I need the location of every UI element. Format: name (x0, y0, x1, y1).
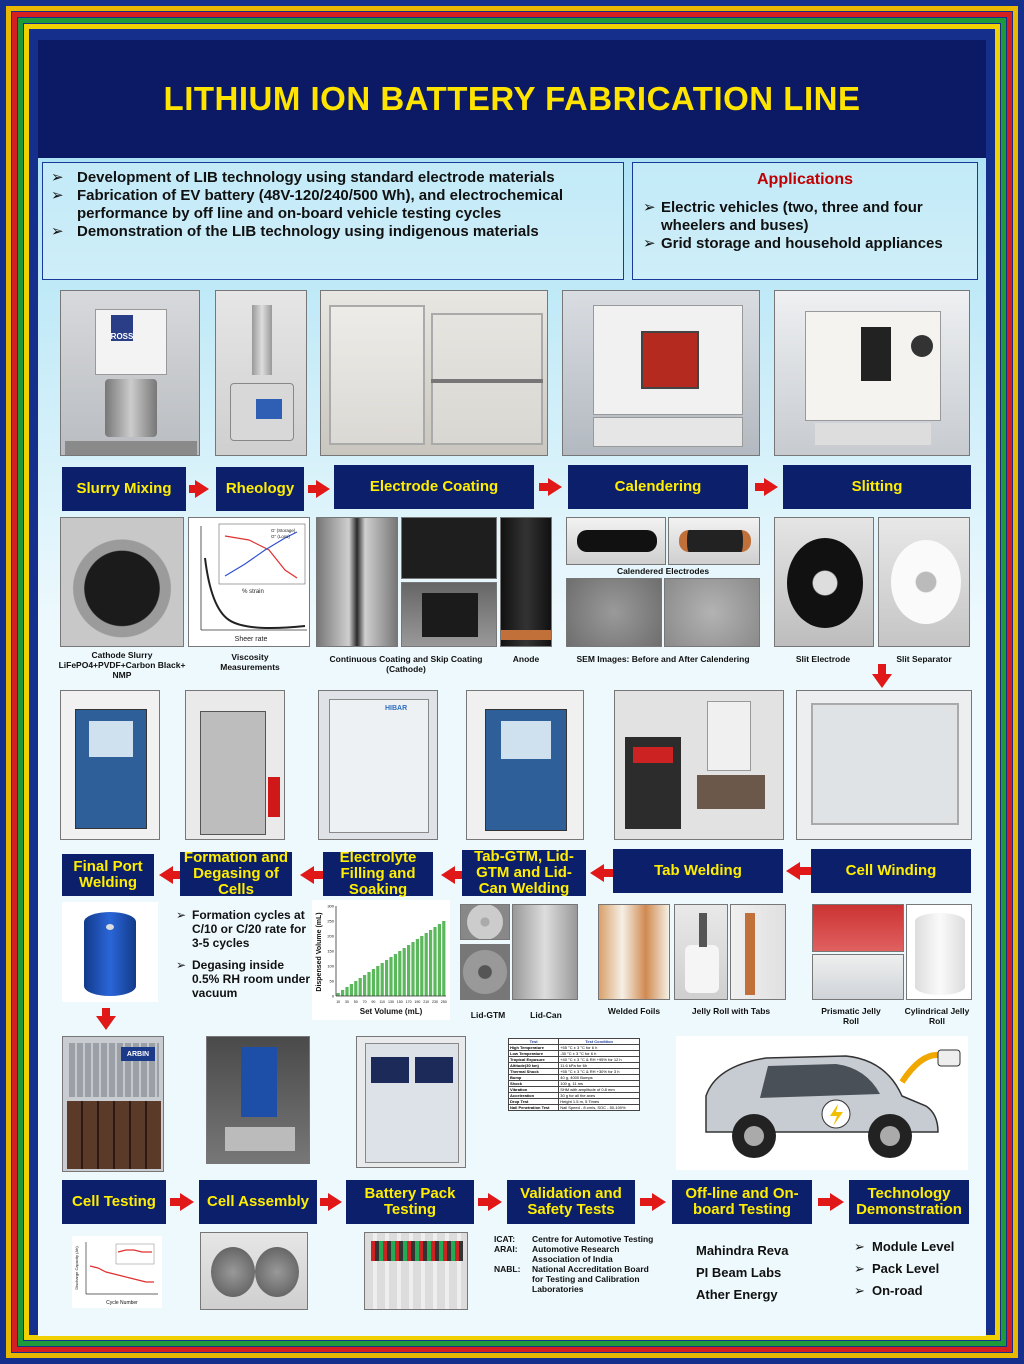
calendered-electrode-photo-1 (566, 517, 666, 565)
formation-notes (176, 908, 312, 1000)
table-cell: Bump (509, 1075, 559, 1081)
slurry-mixer-photo (60, 290, 200, 456)
cycle-ylabel: Discharge Capacity (Ah) (74, 1246, 79, 1290)
partners-list (696, 1240, 826, 1306)
arrow-down (96, 1016, 116, 1030)
dispense-y-tick: 150 (327, 948, 334, 954)
caption-lid-gtm: Lid-GTM (470, 1010, 506, 1020)
arrow-left (786, 862, 800, 880)
step-validation-safety: Validation and Safety Tests (507, 1180, 635, 1224)
org-item: ARAI: Automotive Research Association of India (494, 1244, 620, 1264)
dispense-bar (367, 972, 370, 996)
arrow-right (328, 1193, 342, 1211)
step-slitting: Slitting (783, 465, 971, 509)
applications-box (632, 162, 978, 280)
dispense-bar (403, 948, 406, 996)
arrow-left (441, 866, 455, 884)
dispense-bar (381, 963, 384, 996)
dispense-bar (337, 993, 340, 996)
step-tab-welding: Tab Welding (613, 849, 783, 893)
dispense-x-tick: 10 (336, 1000, 341, 1004)
demo-level-item: ➢ Pack Level (854, 1261, 940, 1276)
dispense-bar (407, 945, 410, 996)
dispense-x-tick: 170 (405, 1000, 412, 1004)
arrow-right (764, 478, 778, 496)
dispense-bar (354, 981, 357, 996)
dispense-bar (398, 951, 401, 996)
table-cell: Shock (509, 1081, 559, 1087)
partner-item: Ather Energy (696, 1287, 778, 1302)
application-item: ➢ Grid storage and household appliances (643, 235, 943, 252)
viscosity-legend-storage: G' (Storage) (271, 528, 296, 533)
dispense-bar (350, 984, 353, 996)
coating-photo-2 (401, 517, 497, 579)
table-cell: +55 °C ± 3 °C & RH +30% for 3 h (559, 1069, 640, 1075)
dispense-y-tick: 50 (329, 978, 334, 984)
dispense-bar (359, 978, 362, 996)
caption-jelly-roll-tabs: Jelly Roll with Tabs (691, 1006, 771, 1016)
org-item: NABL: National Accreditation Board for Testing and Calibration Laboratories (494, 1264, 649, 1294)
sem-before-photo (566, 578, 662, 647)
table-header: Test Condition (559, 1039, 640, 1045)
electric-car-illustration (676, 1036, 968, 1170)
electrolyte-filling-photo (318, 690, 438, 840)
caption-anode: Anode (512, 654, 540, 664)
assembled-cells-photo (200, 1232, 308, 1310)
viscosity-chart (188, 517, 310, 647)
step-technology-demonstration: Technology Demonstration (849, 1180, 969, 1224)
arrow-left (590, 864, 604, 882)
battery-pack-photo (364, 1232, 468, 1310)
arrow-right (180, 1193, 194, 1211)
demo-level-item: ➢ On-road (854, 1283, 923, 1298)
cell-assembly-photo (206, 1036, 310, 1164)
arrow-left (300, 866, 314, 884)
step-final-port-welding: Final Port Welding (62, 854, 154, 896)
poster-title: LITHIUM ION BATTERY FABRICATION LINE (38, 40, 986, 158)
jelly-roll-tab-photo-2 (730, 904, 786, 1000)
table-cell: SHM with amplitude of 0.8 mm (559, 1087, 640, 1093)
dispense-x-tick: 30 (345, 1000, 349, 1004)
applications-title: Applications (756, 171, 853, 188)
cell-winding-photo (796, 690, 972, 840)
prismatic-jelly-roll-photo-1 (812, 904, 904, 952)
step-cell-testing: Cell Testing (62, 1180, 166, 1224)
table-cell: Low Temperature (509, 1051, 559, 1057)
dispense-volume-chart (312, 900, 450, 1020)
dispense-bar (433, 927, 436, 996)
dispense-x-tick: 250 (440, 1000, 447, 1004)
caption-sem: SEM Images: Before and After Calendering (576, 654, 750, 664)
validation-organizations (494, 1234, 654, 1294)
table-cell: Nail Speed - 8 cm/s, SOC - 50-100% (559, 1105, 640, 1111)
welded-foils-photo (598, 904, 670, 1000)
dispense-bar (376, 966, 379, 996)
arrow-right (195, 480, 209, 498)
table-cell: Height 1.5 m, 5 Times (559, 1099, 640, 1105)
pack-tester-photo (356, 1036, 466, 1168)
caption-welded-foils: Welded Foils (607, 1006, 661, 1016)
dispense-bar (394, 954, 397, 996)
formation-note-item: ➢ Formation cycles at C/10 or C/20 rate for 3-5 cycles (176, 908, 307, 950)
objectives-box (42, 162, 624, 280)
arrow-right (548, 478, 562, 496)
application-item: ➢ Electric vehicles (two, three and four wheelers and buses) (643, 199, 923, 234)
arrow-right (652, 1193, 666, 1211)
viscosity-legend-loss: G" (Loss) (271, 534, 290, 539)
cathode-slurry-photo (60, 517, 184, 647)
tab-welder-photo (614, 690, 784, 840)
dispense-bar (411, 942, 414, 996)
viscosity-inset-xlabel: % strain (242, 589, 264, 595)
slitting-machine-photo (774, 290, 970, 456)
skip-coating-photo (401, 582, 497, 647)
arrow-right (830, 1193, 844, 1211)
caption-cylindrical: Cylindrical Jelly Roll (904, 1006, 970, 1026)
step-tab-gtm-welding: Tab-GTM, Lid-GTM and Lid-Can Welding (462, 850, 586, 896)
cylindrical-jelly-roll-photo (906, 904, 972, 1000)
objective-item: ➢ Demonstration of the LIB technology using indigenous materials (51, 223, 539, 240)
port-welding-photo (60, 690, 160, 840)
arrow-down (872, 674, 892, 688)
caption-prismatic: Prismatic Jelly Roll (821, 1006, 881, 1026)
dispense-bar (425, 933, 428, 996)
arrow-left (159, 866, 173, 884)
table-cell: +40 °C ± 3 °C & RH +95% for 12 h (559, 1057, 640, 1063)
cylindrical-cell-photo (62, 902, 158, 1002)
table-cell: Nail Penetration Test (509, 1105, 559, 1111)
step-cell-assembly: Cell Assembly (199, 1180, 317, 1224)
lid-photo (460, 904, 510, 940)
table-cell: High Temperature (509, 1045, 559, 1051)
step-electrolyte-filling: Electrolyte Filling and Soaking (323, 852, 433, 896)
dispense-y-tick: 300 (327, 903, 334, 909)
dispense-bar (372, 969, 375, 996)
prismatic-jelly-roll-photo-2 (812, 954, 904, 1000)
step-calendering: Calendering (568, 465, 748, 509)
caption-coating: Continuous Coating and Skip Coating (Cathode) (329, 654, 483, 674)
slit-electrode-photo (774, 517, 874, 647)
step-slurry-mixing: Slurry Mixing (62, 467, 186, 511)
rheometer-photo (215, 290, 307, 456)
arrow-right (488, 1193, 502, 1211)
caption-viscosity: Viscosity Measurements (220, 652, 280, 672)
table-cell: Drop Test (509, 1099, 559, 1105)
viscosity-xlabel: Sheer rate (234, 636, 268, 643)
formation-note-item: ➢ Degasing inside 0.5% RH room under vacuum (176, 958, 311, 1000)
objective-item: ➢ Development of LIB technology using standard electrode materials (51, 169, 555, 186)
dispense-bar (416, 939, 419, 996)
dispense-x-tick: 70 (362, 1000, 367, 1004)
objective-item: ➢ Fabrication of EV battery (48V-120/240/500 Wh), and electrochemical performance by off line and on-board vehicle testing cycles (51, 187, 564, 222)
caption-slit-electrode: Slit Electrode (795, 654, 851, 664)
dispense-xlabel: Set Volume (mL) (359, 1007, 423, 1016)
table-cell: Tropical Exposure (509, 1057, 559, 1063)
lid-gtm-photo (460, 944, 510, 1000)
formation-chamber-photo (185, 690, 285, 840)
table-cell: 40 g, 4000 Bumps (559, 1075, 640, 1081)
calendered-electrode-photo-2 (668, 517, 760, 565)
validation-test-table (508, 1038, 640, 1111)
dispense-x-tick: 210 (423, 1000, 430, 1004)
dispense-y-tick: 250 (327, 918, 334, 924)
step-electrode-coating: Electrode Coating (334, 465, 534, 509)
dispense-x-tick: 110 (379, 1000, 386, 1004)
org-item: ICAT: Centre for Automotive Testing (494, 1234, 654, 1244)
dispense-ylabel: Dispensed Volume (mL) (316, 912, 323, 992)
sem-after-photo (664, 578, 760, 647)
dispense-x-tick: 230 (432, 1000, 438, 1004)
cycle-capacity-chart (72, 1236, 162, 1308)
dispense-x-tick: 130 (388, 1000, 394, 1004)
dispense-x-tick: 150 (396, 1000, 403, 1004)
hibar-logo: HIBAR (385, 705, 408, 712)
dispense-y-tick: 0 (331, 993, 334, 999)
demo-levels-list (854, 1236, 974, 1302)
step-formation-degasing: Formation and Degasing of Cells (180, 852, 292, 896)
dispense-bar (341, 990, 344, 996)
dispense-bar (420, 936, 423, 996)
table-cell: Vibration (509, 1087, 559, 1093)
dispense-y-tick: 200 (327, 933, 334, 939)
step-cell-winding: Cell Winding (811, 849, 971, 893)
slit-separator-photo (878, 517, 970, 647)
table-cell: 30 g for all the axes (559, 1093, 640, 1099)
dispense-bar (438, 924, 441, 996)
dispense-bar (345, 987, 348, 996)
dispense-bar (429, 930, 432, 996)
dispense-bar (389, 957, 392, 996)
partner-item: PI Beam Labs (696, 1265, 782, 1280)
lid-can-photo (512, 904, 578, 1000)
caption-cathode-slurry: Cathode Slurry LiFePO4+PVDF+Carbon Black+ NMP (58, 650, 186, 680)
table-cell: 100 g, 11 ms (559, 1081, 640, 1087)
caption-calendered: Calendered Electrodes (616, 566, 710, 576)
cell-tester-photo (62, 1036, 164, 1172)
arbin-logo: ARBIN (121, 1047, 155, 1061)
dispense-x-tick: 50 (353, 1000, 358, 1004)
coating-machine-photo (320, 290, 548, 456)
jelly-roll-tab-photo-1 (674, 904, 728, 1000)
caption-lid-can: Lid-Can (530, 1010, 562, 1020)
dispense-y-tick: 100 (327, 963, 334, 969)
table-header: Test (509, 1039, 559, 1045)
dispense-bar (442, 921, 445, 996)
dispense-x-tick: 190 (414, 1000, 421, 1004)
dispense-bar (385, 960, 388, 996)
table-cell: +55 °C ± 3 °C for 6 h (559, 1045, 640, 1051)
calender-machine-photo (562, 290, 760, 456)
step-offline-onboard: Off-line and On-board Testing (672, 1180, 812, 1224)
step-rheology: Rheology (216, 467, 304, 511)
table-cell: 11.6 kPa for 6h (559, 1063, 640, 1069)
ross-logo: ROSS (111, 315, 133, 341)
table-cell: Acceleration (509, 1093, 559, 1099)
dispense-bar (363, 975, 366, 996)
table-cell: Thermal Shock (509, 1069, 559, 1075)
tab-gtm-welder-photo (466, 690, 584, 840)
table-row (509, 1105, 640, 1111)
anode-photo (500, 517, 552, 647)
coating-photo-1 (316, 517, 398, 647)
dispense-x-tick: 90 (371, 1000, 376, 1004)
table-cell: -30 °C ± 3 °C for 6 h (559, 1051, 640, 1057)
demo-level-item: ➢ Module Level (854, 1239, 955, 1254)
table-cell: Altitude(30 km) (509, 1063, 559, 1069)
table-row (509, 1057, 640, 1063)
partner-item: Mahindra Reva (696, 1243, 789, 1258)
cycle-xlabel: Cycle Number (106, 1300, 138, 1306)
step-battery-pack-testing: Battery Pack Testing (346, 1180, 474, 1224)
arrow-right (316, 480, 330, 498)
caption-slit-separator: Slit Separator (896, 654, 952, 664)
